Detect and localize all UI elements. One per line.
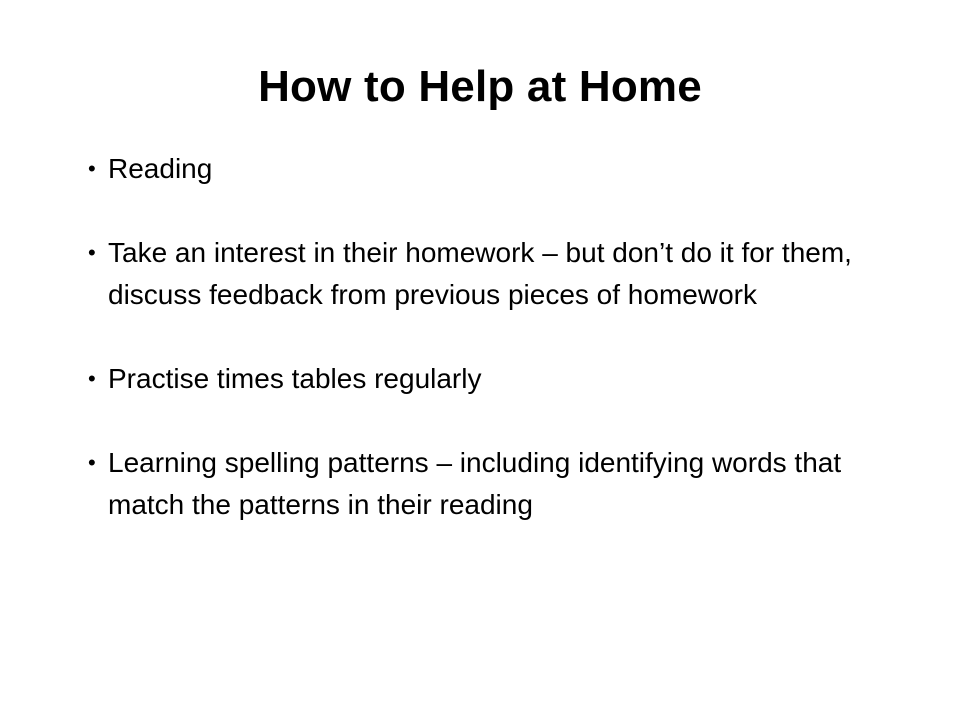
bullet-icon: • <box>88 366 96 391</box>
bullet-text: Reading <box>108 153 213 184</box>
bullet-item <box>88 358 878 400</box>
bullet-item <box>88 232 878 316</box>
bullet-text: Take an interest in their homework – but don’t do it for them, discuss feedback from previous pieces of homework <box>108 237 852 310</box>
bullet-icon: • <box>88 240 96 265</box>
bullet-item <box>88 442 878 526</box>
bullet-item <box>88 148 878 190</box>
bullet-text: Learning spelling patterns – including identifying words that match the patterns in their reading <box>108 447 842 520</box>
bullet-icon: • <box>88 450 96 475</box>
bullet-icon: • <box>88 156 96 181</box>
bullet-text: Practise times tables regularly <box>108 363 482 394</box>
slide-title: How to Help at Home <box>258 62 702 111</box>
bullet-list <box>88 148 878 526</box>
